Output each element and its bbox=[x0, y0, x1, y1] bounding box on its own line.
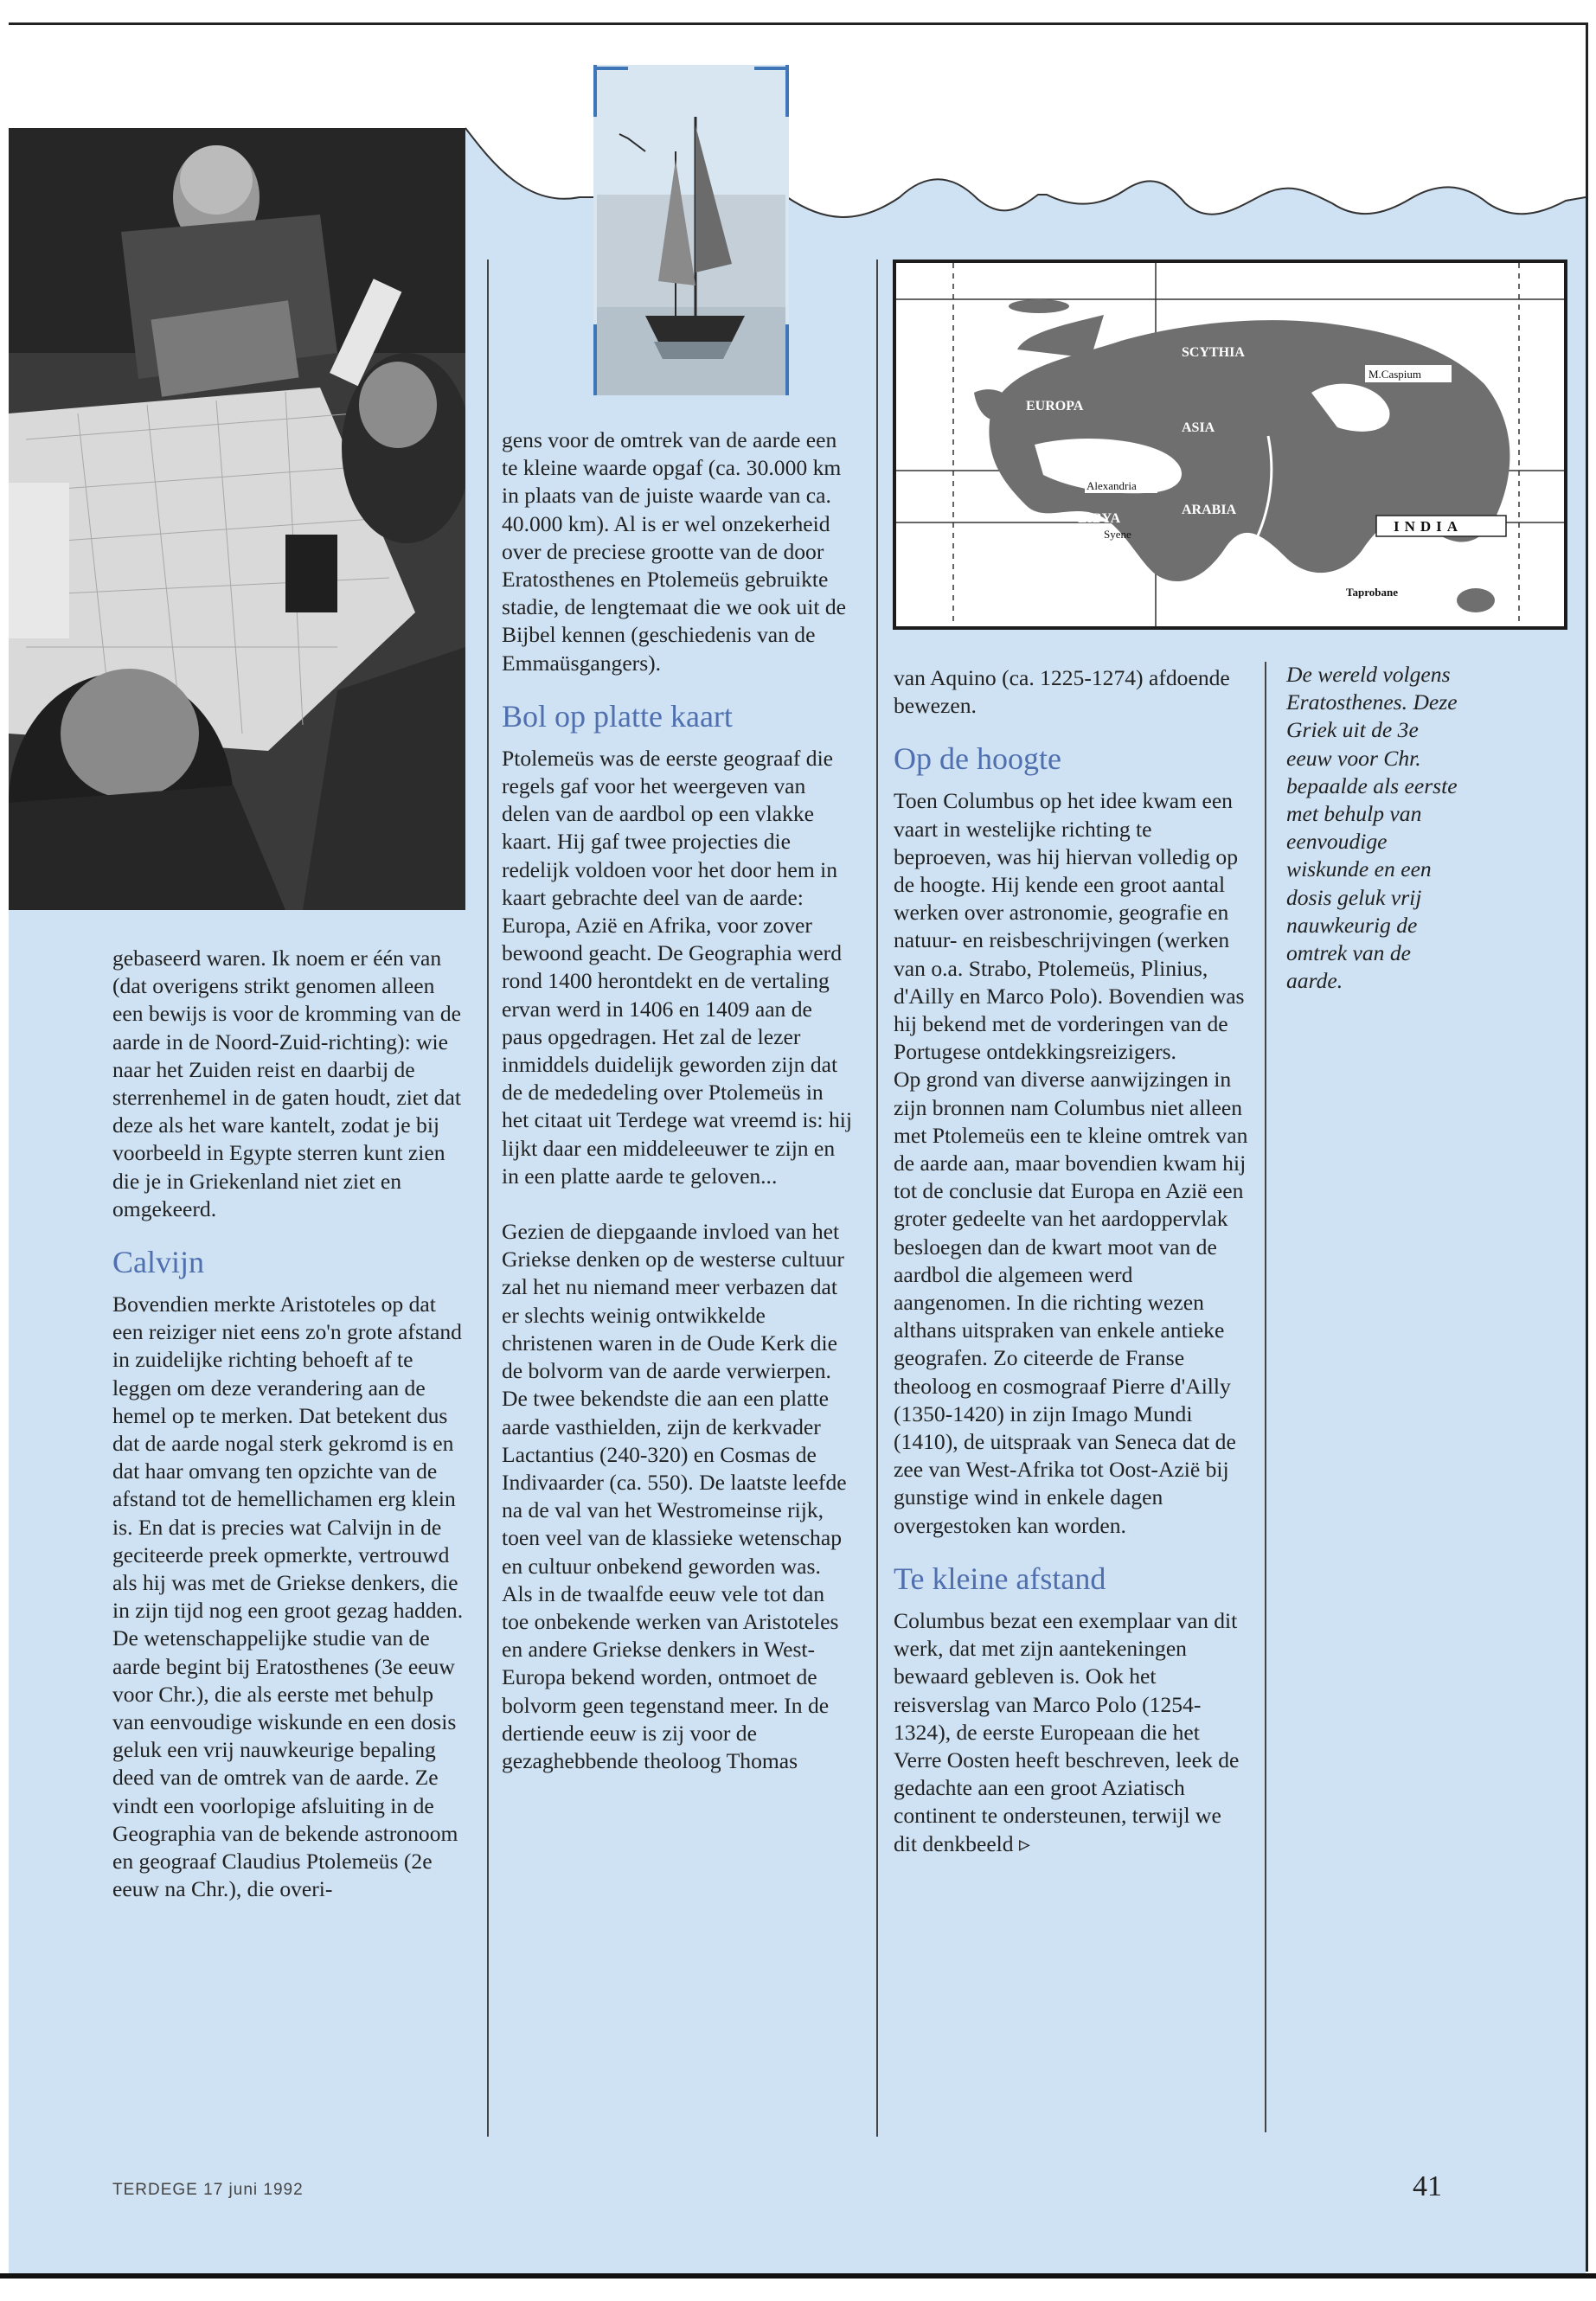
map-label-libya: LIBYA bbox=[1078, 511, 1121, 526]
bottom-rule bbox=[0, 2273, 1596, 2279]
col1-paragraph-1: gebaseerd waren. Ik noem er één van (dat overigens strikt genomen alleen een bewijs is voor de kromming van de aarde in de Noord-Zuid-richting): wie naar het Zuiden reist en daarbij de sterrenhemel in de gaten houdt, ziet dat deze als het ware kantelt, zodat je bij voorbeeld in Egypte sterren kunt zien die je in Griekenland niet ziet en omgekeerd. bbox=[112, 945, 462, 1221]
column-rule-1 bbox=[487, 260, 489, 2137]
eratosthenes-world-map bbox=[893, 260, 1567, 630]
heading-calvijn: Calvijn bbox=[112, 1245, 204, 1280]
map-label-syene: Syene bbox=[1104, 528, 1131, 541]
heading-op-de-hoogte: Op de hoogte bbox=[894, 741, 1061, 777]
col3-paragraph-3: Op grond van diverse aanwijzingen in zijn bronnen nam Columbus niet alleen met Ptolemeüs een te kleine omtrek van de aarde aan, maar bovendien kwam hij tot de conclusie dat Europa en Azië een groter gedeelte van het aardoppervlak besloegen dan de kwart moot van de aardbol die algemeen werd aangenomen. In die richting wezen althans uitspraken van enkele antieke geografen. Zo citeerde de Franse theoloog en cosmograaf Pierre d'Ailly (1350-1420) in zijn Imago Mundi (1410), de uitspraak van Seneca dat de zee van West-Afrika tot Oost-Azië bij gunstige wind in enkele dagen overgestoken kan worden. bbox=[894, 1067, 1248, 1538]
map-label-taprobane: Taprobane bbox=[1346, 586, 1398, 599]
map-label-scythia: SCYTHIA bbox=[1182, 345, 1245, 360]
map-label-india: INDIA bbox=[1394, 518, 1464, 535]
right-rule bbox=[1586, 22, 1588, 2272]
col1-paragraph-2: Bovendien merkte Aristoteles op dat een reiziger niet eens zo'n grote afstand in zuidelijke richting behoeft af te leggen om deze verandering aan de hemel op te merken. Dat betekent dus dat de aarde nogal sterk gekromd is en dat haar omvang ten opzichte van de afstand tot de hemellichamen erg klein is. En dat is precies wat Calvijn in de geciteerde preek opmerkte, vertrouwd als hij was met de Griekse denkers, die in zijn tijd nog een groot gezag hadden. bbox=[112, 1292, 464, 1624]
col2-paragraph-2: Ptolemeüs was de eerste geograaf die regels gaf voor het weergeven van delen van de aardbol op een vlakke kaart. Hij gaf twee projecties die redelijk voldoen voor het door hem in kaart gebrachte deel van de aarde: Europa, Azië en Afrika, voor zover bewoond geacht. De Geographia werd rond 1400 herontdekt en de vertaling ervan werd in 1406 en 1409 aan de paus opgedragen. Het zal de lezer inmiddels duidelijk geworden zijn dat de de mededeling over Ptolemeüs in het citaat uit Terdege wat vreemd is: hij lijkt daar een middeleeuwer te zijn en in een platte aarde te geloven... bbox=[502, 745, 852, 1189]
map-label-europa: EUROPA bbox=[1026, 399, 1084, 413]
top-rule bbox=[9, 22, 1587, 25]
column-3 bbox=[894, 664, 1250, 1858]
column-1 bbox=[112, 945, 467, 1904]
footer-publication: TERDEGE 17 juni 1992 bbox=[112, 2181, 304, 2199]
col3-paragraph-2: Toen Columbus op het idee kwam een vaart in westelijke richting te beproeven, was hij hiervan volledig op de hoogte. Hij kende een groot aantal werken over astronomie, geografie en natuur- en reisbeschrijvingen (werken van o.a. Strabo, Ptolemeüs, Plinius, d'Ailly en Marco Polo). Bovendien was hij bekend met de vorderingen van de Portugese ontdekkingsreizigers. bbox=[894, 788, 1245, 1065]
column-rule-2 bbox=[876, 260, 878, 2137]
map-label-alexandria: Alexandria bbox=[1086, 479, 1137, 492]
sailing-ship-photo bbox=[593, 65, 789, 395]
heading-te-kleine-afstand: Te kleine afstand bbox=[894, 1561, 1106, 1596]
page-number: 41 bbox=[1413, 2170, 1442, 2202]
col3-paragraph-1: van Aquino (ca. 1225-1274) afdoende bewezen. bbox=[894, 665, 1230, 719]
map-caption: De wereld volgens Eratosthenes. Deze Griek uit de 3e eeuw voor Chr. bepaalde als eerste met behulp van eenvoudige wiskunde en een dosis geluk vrij nauwkeurig de omtrek van de aarde. bbox=[1286, 662, 1458, 994]
map-label-asia: ASIA bbox=[1182, 420, 1215, 435]
map-label-arabia: ARABIA bbox=[1182, 503, 1237, 517]
col2-paragraph-3: Gezien de diepgaande invloed van het Griekse denken op de westerse cultuur zal het nu niemand meer verbazen dat er slechts weinig ontwikkelde christenen waren in de Oude Kerk die de bolvorm van de aarde verwierpen. De twee bekendste die aan een platte aarde vasthielden, zijn de kerkvader Lactantius (240-320) en Cosmas de Indivaarder (ca. 550). De laatste leefde na de val van het Westromeinse rijk, toen veel van de klassieke wetenschap en cultuur onbekend geworden was. Als in de twaalfde eeuw vele tot dan toe onbekende werken van Aristoteles en andere Griekse denkers in West-Europa bekend worden, ontmoet de bolvorm geen tegenstand meer. In de dertiende eeuw is zij voor de gezaghebbende theoloog Thomas bbox=[502, 1219, 847, 1773]
scholars-photo bbox=[9, 128, 465, 910]
col1-paragraph-3: De wetenschappelijke studie van de aarde begint bij Eratosthenes (3e eeuw voor Chr.), die als eerste met behulp van eenvoudige wiskunde en een dosis geluk een vrij nauwkeurige bepaling deed van de omtrek van de aarde. Ze vindt een voorlopige afsluiting in de Geographia van de bekende astronoom en geograaf Claudius Ptolemeüs (2e eeuw na Chr.), die overi- bbox=[112, 1625, 458, 1902]
col2-paragraph-1: gens voor de omtrek van de aarde een te kleine waarde opgaf (ca. 30.000 km in plaats van de juiste waarde van ca. 40.000 km). Al is er wel onzekerheid over de preciese grootte van de door Eratosthenes en Ptolemeüs gebruikte stadie, de lengtemaat die we ook uit de Bijbel kennen (geschiedenis van de Emmaüsgangers). bbox=[502, 427, 846, 676]
column-2 bbox=[502, 426, 852, 1775]
column-rule-3 bbox=[1265, 662, 1266, 2132]
col3-paragraph-4: Columbus bezat een exemplaar van dit werk, dat met zijn aantekeningen bewaard gebleven is. Ook het reisverslag van Marco Polo (1254-1324), de eerste Europeaan die het Verre Oosten heeft beschreven, leek de gedachte aan een groot Aziatisch continent te ondersteunen, terwijl we dit denkbeeld ▹ bbox=[894, 1607, 1240, 1856]
heading-bol-op-platte-kaart: Bol op platte kaart bbox=[502, 698, 733, 734]
map-label-caspium: M.Caspium bbox=[1368, 368, 1422, 381]
